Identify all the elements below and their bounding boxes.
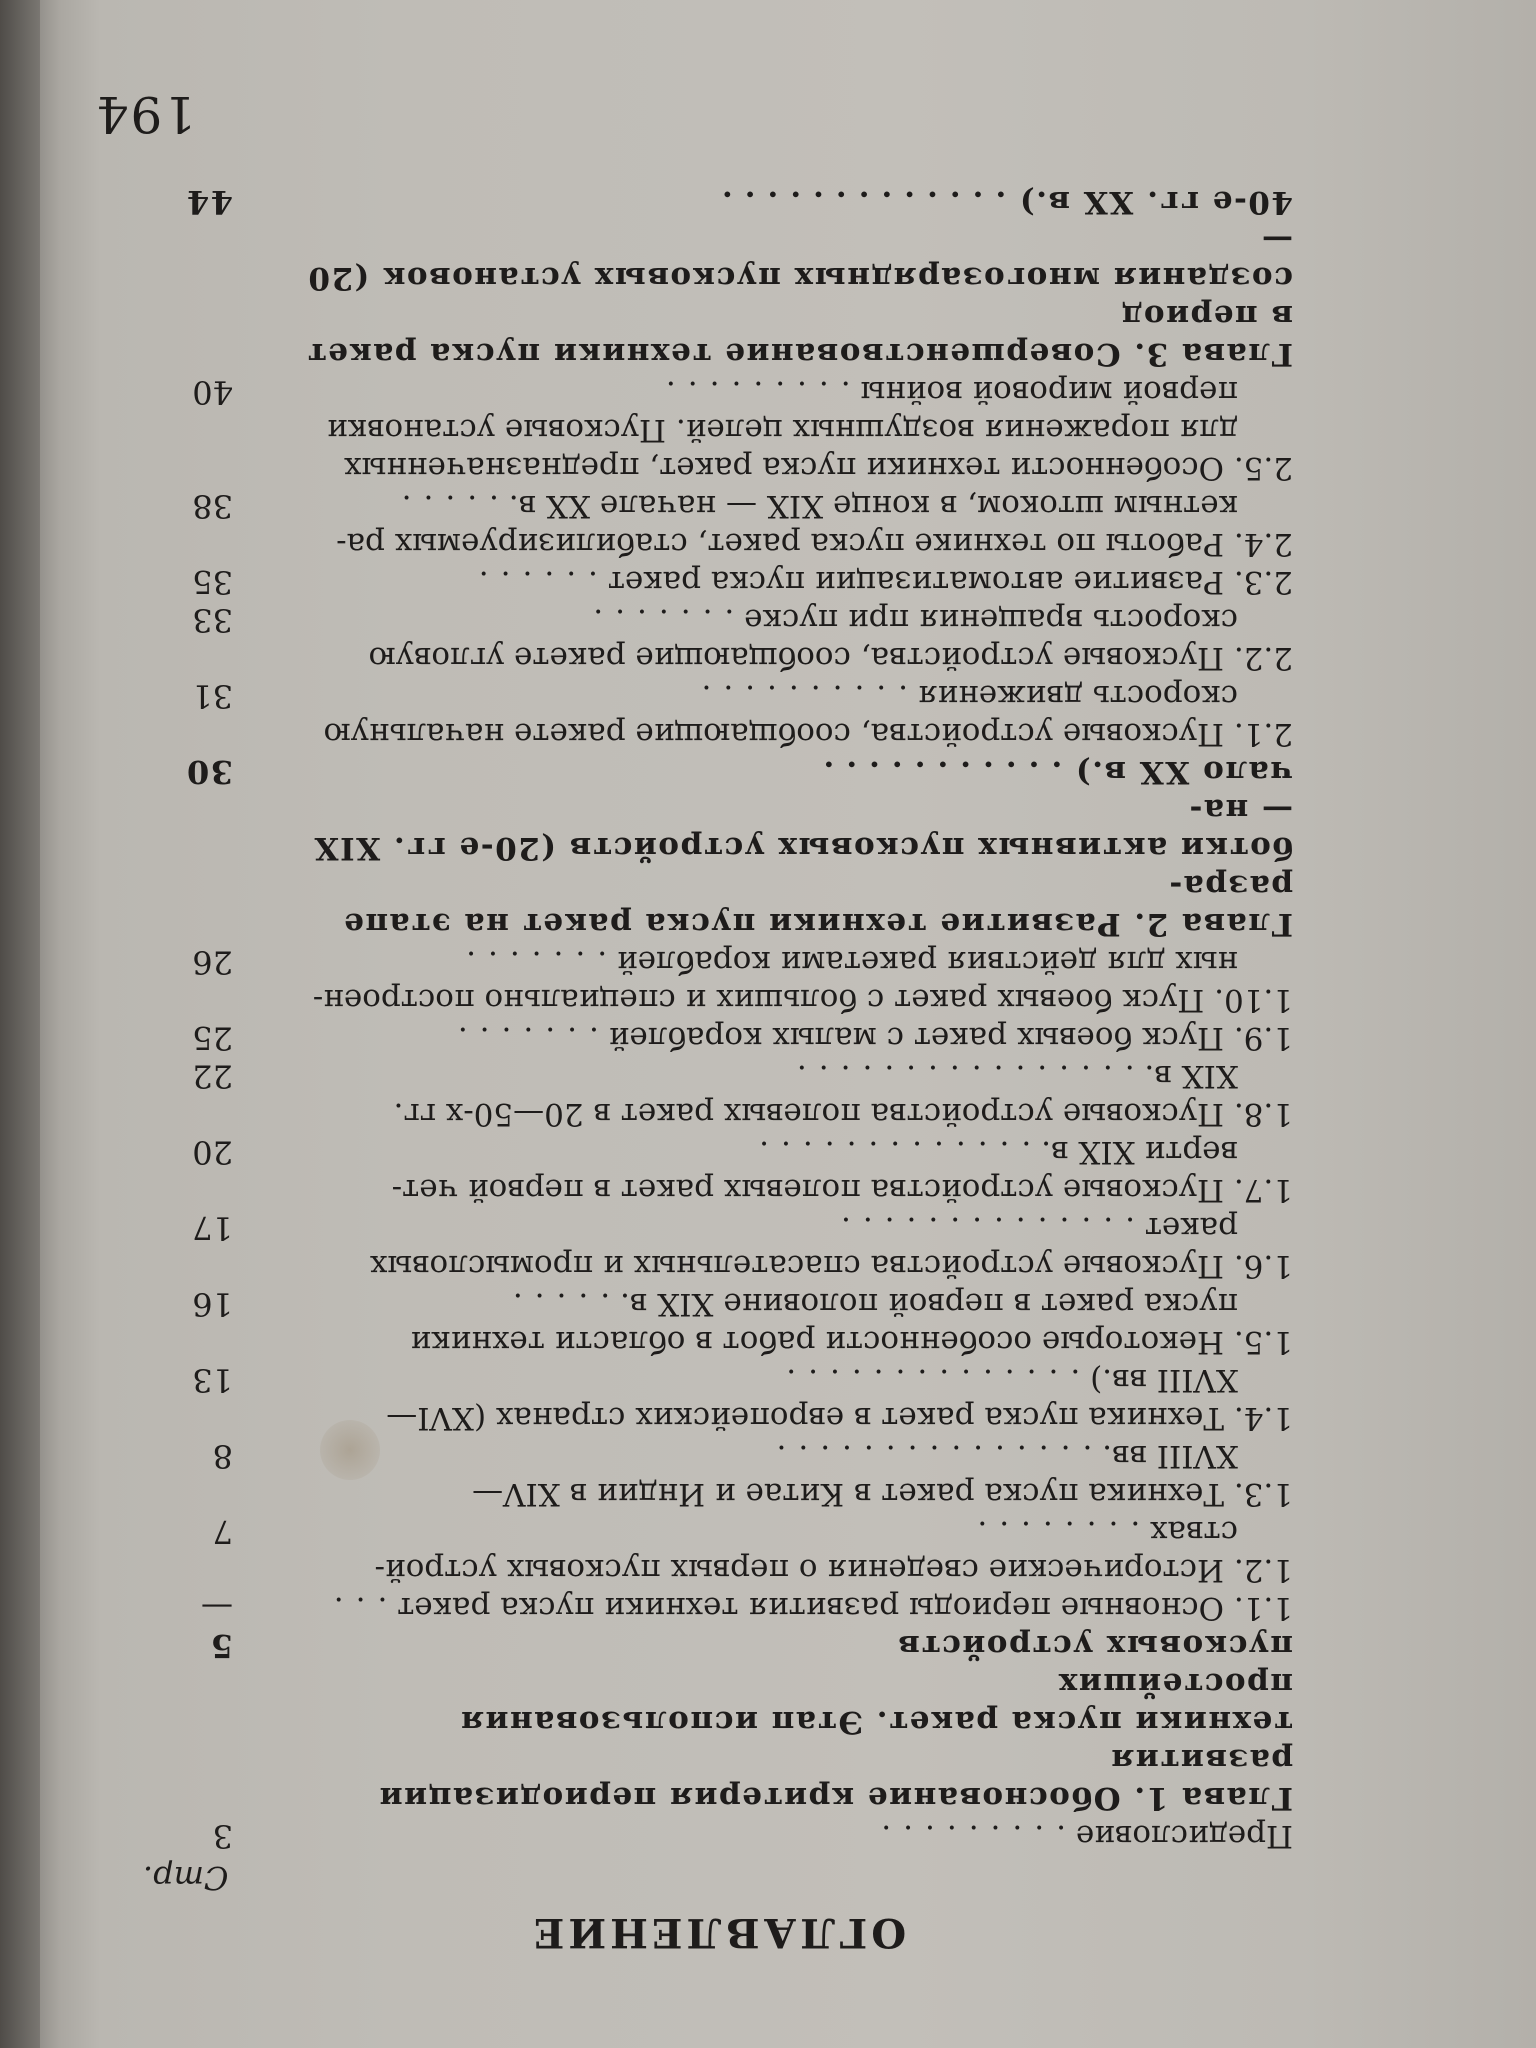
toc-entry-1-3: 1.3. Техника пуска ракет в Китае и Индии в XIV— XVIII вв. ............... 8 bbox=[143, 1437, 1293, 1513]
page-column-label: Стр. bbox=[143, 1859, 229, 1897]
toc-entry-1-5: 1.5. Некоторые особенности работ в области техники пуска ракет в первой половине XIX в. ..... 16 bbox=[143, 1285, 1293, 1361]
toc-page-number: 30 bbox=[185, 753, 233, 791]
toc-entry-2-2: 2.2. Пусковые устройства, сообщающие ракете угловую скорость вращения при пуске ....... 33 bbox=[143, 601, 1293, 677]
toc-page-number: 3 bbox=[212, 1817, 233, 1855]
toc-entry-chapter-1: Глава 1. Обоснование критерия периодизации развития техники пуска ракет. Этап использования простейших пусковых устройств 5 bbox=[143, 1627, 1293, 1817]
toc-page-number: 44 bbox=[185, 183, 233, 221]
toc-page-number: 13 bbox=[192, 1361, 233, 1399]
toc-entry-1-9: 1.9. Пуск боевых ракет с малых кораблей ....... 25 bbox=[143, 1019, 1293, 1057]
toc-entry-1-4: 1.4. Техника пуска ракет в европейских странах (XVI— XVIII вв.) .............. 13 bbox=[143, 1361, 1293, 1437]
toc-page-number: 33 bbox=[192, 601, 233, 639]
toc-page-number: 16 bbox=[192, 1285, 233, 1323]
toc-entry-preface: Предисловие ......... 3 bbox=[143, 1817, 1293, 1855]
toc-entry-1-10: 1.10. Пуск боевых ракет с больших и специально построен- ных для действия ракетами кораблей ....... 26 bbox=[143, 943, 1293, 1019]
toc-entry-chapter-2: Глава 2. Развитие техники пуска ракет на этапе разра- ботки активных пусковых устройств (20-е гг. XIX — на- чало XX в.) ........... 30 bbox=[143, 753, 1293, 943]
toc-entry-1-1: 1.1. Основные периоды развития техники пуска ракет ... — bbox=[143, 1589, 1293, 1627]
toc-page-number: 26 bbox=[192, 943, 233, 981]
toc-page-number: 40 bbox=[192, 373, 233, 411]
toc-page-number: 8 bbox=[212, 1437, 233, 1475]
book-page-number: 194 bbox=[94, 85, 196, 143]
table-of-contents bbox=[143, 183, 1293, 1956]
toc-page-number: 22 bbox=[192, 1057, 233, 1095]
toc-entry-2-3: 2.3. Развитие автоматизации пуска ракет ...... 35 bbox=[143, 563, 1293, 601]
toc-page-number: 5 bbox=[209, 1627, 233, 1665]
toc-page-number: 17 bbox=[192, 1209, 233, 1247]
toc-page-number: 35 bbox=[192, 563, 233, 601]
toc-title: ОГЛАВЛЕНИЕ bbox=[529, 1909, 907, 1956]
toc-page-number: 38 bbox=[192, 487, 233, 525]
toc-page-number: 7 bbox=[212, 1513, 233, 1551]
toc-entry-1-6: 1.6. Пусковые устройства спасательных и промысловых ракет .............. 17 bbox=[143, 1209, 1293, 1285]
toc-entry-1-7: 1.7. Пусковые устройства полевых ракет в первой чет- верти XIX в. ............. 20 bbox=[143, 1133, 1293, 1209]
toc-entry-1-2: 1.2. Исторические сведения о первых пусковых устрой- ствах ........ 7 bbox=[143, 1513, 1293, 1589]
toc-page-number: 31 bbox=[192, 677, 233, 715]
toc-entry-1-8: 1.8. Пусковые устройства полевых ракет в 20—50-х гг. XIX в. ................ 22 bbox=[143, 1057, 1293, 1133]
toc-page-number: 20 bbox=[192, 1133, 233, 1171]
toc-entry-2-4: 2.4. Работы по технике пуска ракет, стабилизируемых ра- кетным штоком, в конце XIX — начале XX в. ..... 38 bbox=[143, 487, 1293, 563]
toc-page-number: — bbox=[201, 1589, 233, 1627]
toc-page-number: 25 bbox=[192, 1019, 233, 1057]
toc-entry-chapter-3: Глава 3. Совершенствование техники пуска ракет в период создания многозарядных пусковых установок (20— 40-е гг. XX в.) ............. 44 bbox=[143, 183, 1293, 373]
toc-entry-2-5: 2.5. Особенности техники пуска ракет, предназначенных для поражения воздушных целей. Пусковые установки первой мировой войны ......... 40 bbox=[143, 373, 1293, 487]
toc-entry-2-1: 2.1. Пусковые устройства, сообщающие ракете начальную скорость движения .......... 31 bbox=[143, 677, 1293, 753]
